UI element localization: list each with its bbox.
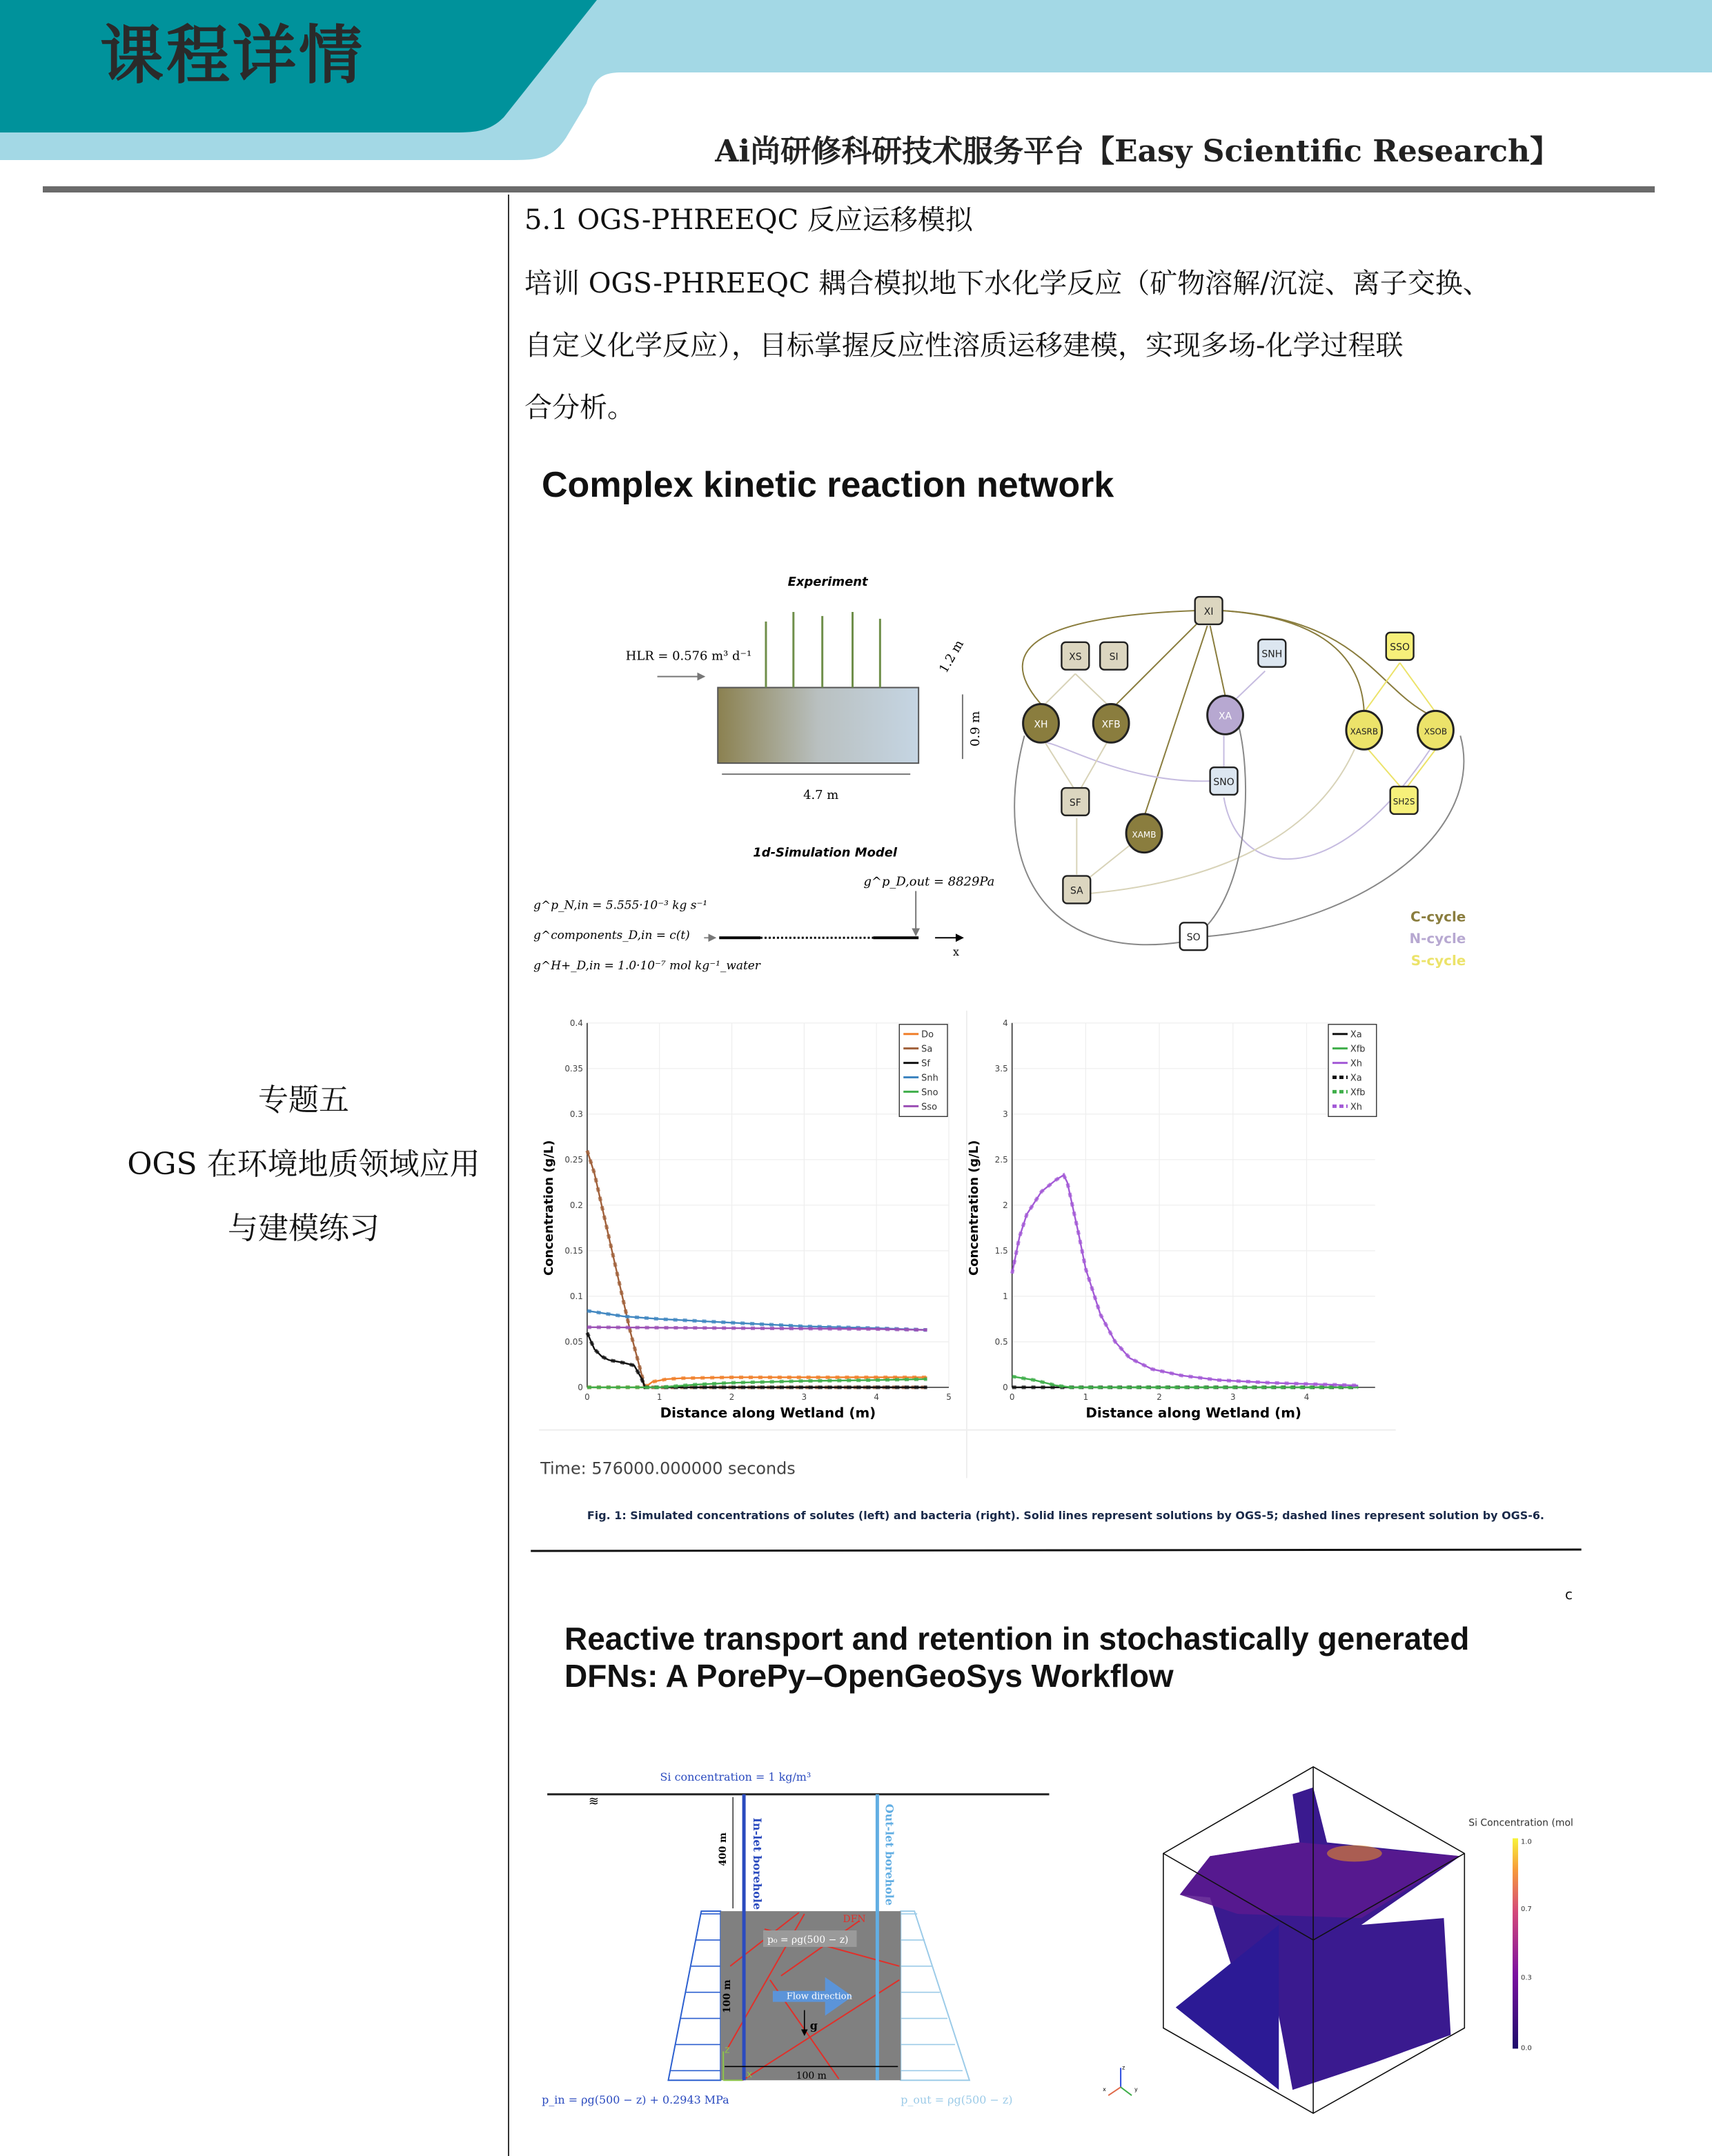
node-label: SF — [1069, 797, 1081, 809]
x-tick-label: 2 — [729, 1392, 735, 1402]
depth-label: 0.9 m — [967, 711, 983, 746]
chart-legend — [899, 1025, 947, 1117]
corner-mark: c — [1565, 1586, 1573, 1603]
topic-title-line1: OGS 在环境地质领域应用 — [127, 1147, 480, 1182]
legend-label: Xh — [1350, 1058, 1362, 1069]
node-label: XASRB — [1350, 726, 1379, 737]
network-node-xs — [1061, 642, 1089, 670]
node-label: XA — [1219, 711, 1232, 722]
y-tick-label: 0 — [1003, 1382, 1008, 1392]
orientation-axes-icon — [1103, 2064, 1138, 2095]
chart-bacteria — [967, 1018, 1377, 1421]
legend-s-cycle: S-cycle — [1410, 953, 1466, 969]
wetland-tank — [718, 688, 918, 764]
network-node-snh — [1258, 640, 1286, 667]
fracture-surfaces — [1180, 1788, 1461, 2090]
node-label: XFB — [1101, 719, 1121, 731]
y-tick-label: 0.3 — [569, 1109, 583, 1119]
concentration-charts — [542, 1018, 1377, 1421]
legend-label: Sa — [921, 1044, 933, 1055]
legend-label: Xfb — [1350, 1087, 1366, 1098]
node-label: XAMB — [1132, 829, 1157, 840]
network-node-xh — [1023, 704, 1059, 742]
x-tick-label: 3 — [1230, 1392, 1236, 1402]
y-tick-label: 0.5 — [994, 1336, 1008, 1347]
y-tick-label: 1.5 — [994, 1245, 1008, 1256]
x-axis-label: x — [952, 945, 959, 959]
page-title: 课程详情 — [100, 19, 366, 92]
p-out-label: p_out = ρg(500 − z) — [901, 2093, 1013, 2107]
y-tick-label: 1 — [1003, 1291, 1008, 1301]
width-label: 1.2 m — [936, 637, 967, 676]
x-tick-label: 2 — [1157, 1392, 1162, 1402]
node-label: SNH — [1261, 649, 1283, 660]
network-node-xsob — [1418, 711, 1454, 749]
y-tick-label: 4 — [1003, 1018, 1008, 1028]
ground-hatch-icon: ≋ — [588, 1794, 599, 1809]
platform-subtitle: Ai尚研修科研技术服务平台【Easy Scientific Research】 — [715, 134, 1560, 169]
figure1-heading: Complex kinetic reaction network — [542, 465, 1114, 505]
node-label: XH — [1034, 719, 1048, 731]
network-node-xfb — [1093, 704, 1129, 742]
y-tick-label: 0.4 — [569, 1018, 583, 1028]
colorbar-tick: 0.0 — [1521, 2044, 1532, 2053]
y-axis-title: Concentration (g/L) — [966, 1140, 981, 1276]
experiment-title: Experiment — [787, 575, 868, 590]
y-tick-label: 0.2 — [569, 1200, 583, 1210]
y-tick-label: 2.5 — [994, 1154, 1008, 1165]
topic-title-line2: 与建模练习 — [228, 1211, 380, 1246]
dfn-label: DFN — [843, 1914, 866, 1926]
legend-n-cycle: N-cycle — [1409, 931, 1466, 947]
figure1-caption: Fig. 1: Simulated concentrations of solutes (left) and bacteria (right). Solid lines represent solutions by OGS-5; dashed lines represent solution by OGS-6. — [587, 1509, 1544, 1523]
simulation-title: 1d-Simulation Model — [753, 845, 898, 860]
x-tick-label: 1 — [656, 1392, 662, 1402]
legend-label: Xa — [1350, 1073, 1362, 1084]
z-label: z — [725, 2044, 730, 2056]
y-tick-label: 0.1 — [569, 1291, 583, 1301]
network-node-so — [1180, 922, 1208, 950]
x-tick-label: 3 — [801, 1392, 807, 1402]
network-node-xasrb — [1346, 711, 1382, 749]
dfn-schematic — [542, 1770, 1049, 2106]
legend-label: Do — [921, 1029, 934, 1040]
p0-label: p₀ = ρg(500 − z) — [767, 1934, 849, 1946]
p-in-label: p_in = ρg(500 − z) + 0.2943 MPa — [542, 2093, 729, 2107]
legend-label: Xa — [1350, 1029, 1362, 1040]
x-axis-title: Distance along Wetland (m) — [1085, 1405, 1302, 1421]
network-node-sa — [1063, 876, 1090, 904]
y-tick-label: 2 — [1003, 1200, 1008, 1210]
node-label: SI — [1109, 651, 1119, 663]
legend-label: Sf — [921, 1058, 930, 1069]
legend-c-cycle: C-cycle — [1410, 909, 1466, 925]
width-100-label: 100 m — [796, 2070, 827, 2082]
x-tick-label: 5 — [946, 1392, 952, 1402]
axis-z-label: z — [1122, 2064, 1125, 2071]
x-tick-label: 4 — [1303, 1392, 1310, 1402]
paragraph-line: 培训 OGS-PHREEQC 耦合模拟地下水化学反应（矿物溶解/沉淀、离子交换、 — [524, 268, 1490, 299]
x-tick-label: 0 — [1009, 1392, 1015, 1402]
network-node-xi — [1195, 597, 1223, 624]
node-label: SO — [1186, 932, 1201, 944]
node-label: SNO — [1213, 777, 1234, 789]
legend-label: Xfb — [1350, 1044, 1366, 1055]
inlet-pressure-profile — [668, 1911, 720, 2080]
y-axis-title: Concentration (g/L) — [542, 1140, 557, 1276]
hlr-label: HLR = 0.576 m³ d⁻¹ — [625, 649, 752, 664]
y-tick-label: 0.05 — [564, 1336, 583, 1347]
network-node-xamb — [1126, 814, 1162, 853]
x-tick-label: 4 — [874, 1392, 879, 1402]
network-node-sh2s — [1390, 787, 1418, 814]
network-node-sso — [1386, 633, 1414, 660]
y-tick-label: 0.15 — [564, 1245, 583, 1256]
axis-x-label: x — [1103, 2086, 1106, 2093]
legend-label: Sno — [921, 1087, 938, 1098]
network-node-xa — [1208, 696, 1243, 735]
plants-icon — [766, 612, 880, 688]
colorbar-tick: 0.7 — [1521, 1906, 1532, 1914]
depth-100-label: 100 m — [722, 1979, 734, 2014]
chart-legend — [1328, 1025, 1377, 1117]
g-in-hplus: g^H+_D,in = 1.0·10⁻⁷ mol kg⁻¹_water — [533, 958, 760, 973]
network-node-sf — [1061, 788, 1089, 815]
outlet-borehole-label: Out-let borehole — [883, 1803, 896, 1906]
dfn-3d-render — [1103, 1767, 1573, 2113]
g-in-components: g^components_D,in = c(t) — [533, 928, 690, 942]
node-label: SH2S — [1393, 796, 1415, 807]
figure2-heading-line2: DFNs: A PorePy–OpenGeoSys Workflow — [564, 1658, 1174, 1694]
flow-direction-label: Flow direction — [786, 1991, 852, 2002]
chart-solutes — [542, 1018, 952, 1421]
legend-label: Sso — [921, 1102, 938, 1113]
node-label: SSO — [1390, 642, 1410, 653]
node-label: XSOB — [1424, 726, 1448, 737]
network-node-si — [1100, 642, 1128, 670]
colorbar — [1513, 1839, 1518, 2049]
colorbar-title: Si Concentration (mol — [1468, 1817, 1573, 1829]
paragraph-line: 合分析。 — [524, 392, 635, 424]
g-in-pressure: g^p_N,in = 5.555·10⁻³ kg s⁻¹ — [533, 898, 708, 912]
inlet-borehole-label: In-let borehole — [751, 1817, 765, 1910]
x-tick-label: 0 — [584, 1392, 590, 1402]
length-label: 4.7 m — [803, 787, 839, 802]
colorbar-tick: 0.3 — [1521, 1974, 1532, 1982]
y-tick-label: 0.25 — [564, 1154, 583, 1165]
section-separator — [531, 1550, 1581, 1551]
time-label: Time: 576000.000000 seconds — [540, 1458, 796, 1478]
topic-number: 专题五 — [258, 1082, 349, 1118]
node-label: XI — [1203, 606, 1214, 617]
axis-y-label: y — [1134, 2086, 1138, 2093]
concentration-hotspot — [1327, 1845, 1382, 1861]
colorbar-tick: 1.0 — [1521, 1838, 1532, 1846]
y-tick-label: 3 — [1003, 1109, 1008, 1119]
outlet-pressure-profile — [901, 1911, 970, 2080]
y-tick-label: 0 — [578, 1382, 583, 1392]
network-node-sno — [1210, 767, 1238, 795]
reaction-network — [1014, 597, 1466, 969]
y-tick-label: 0.35 — [564, 1063, 583, 1074]
gravity-label: g — [809, 2019, 818, 2033]
experiment-diagram — [533, 575, 994, 972]
node-label: XS — [1069, 651, 1082, 663]
depth-400-label: 400 m — [718, 1832, 729, 1866]
legend-label: Xh — [1350, 1102, 1362, 1113]
paragraph-line: 自定义化学反应），目标掌握反应性溶质运移建模，实现多场-化学过程联 — [524, 330, 1404, 362]
node-label: SA — [1070, 885, 1083, 897]
x-label: x — [747, 2069, 753, 2081]
y-tick-label: 3.5 — [994, 1063, 1008, 1074]
x-tick-label: 1 — [1083, 1392, 1089, 1402]
si-concentration-label: Si concentration = 1 kg/m³ — [660, 1770, 811, 1783]
legend-label: Snh — [921, 1073, 938, 1084]
section-title: 5.1 OGS-PHREEQC 反应运移模拟 — [524, 204, 973, 236]
g-out-label: g^p_D,out = 8829Pa — [863, 874, 995, 889]
x-axis-title: Distance along Wetland (m) — [660, 1405, 876, 1421]
figure2-heading-line1: Reactive transport and retention in stochastically generated — [564, 1621, 1470, 1656]
